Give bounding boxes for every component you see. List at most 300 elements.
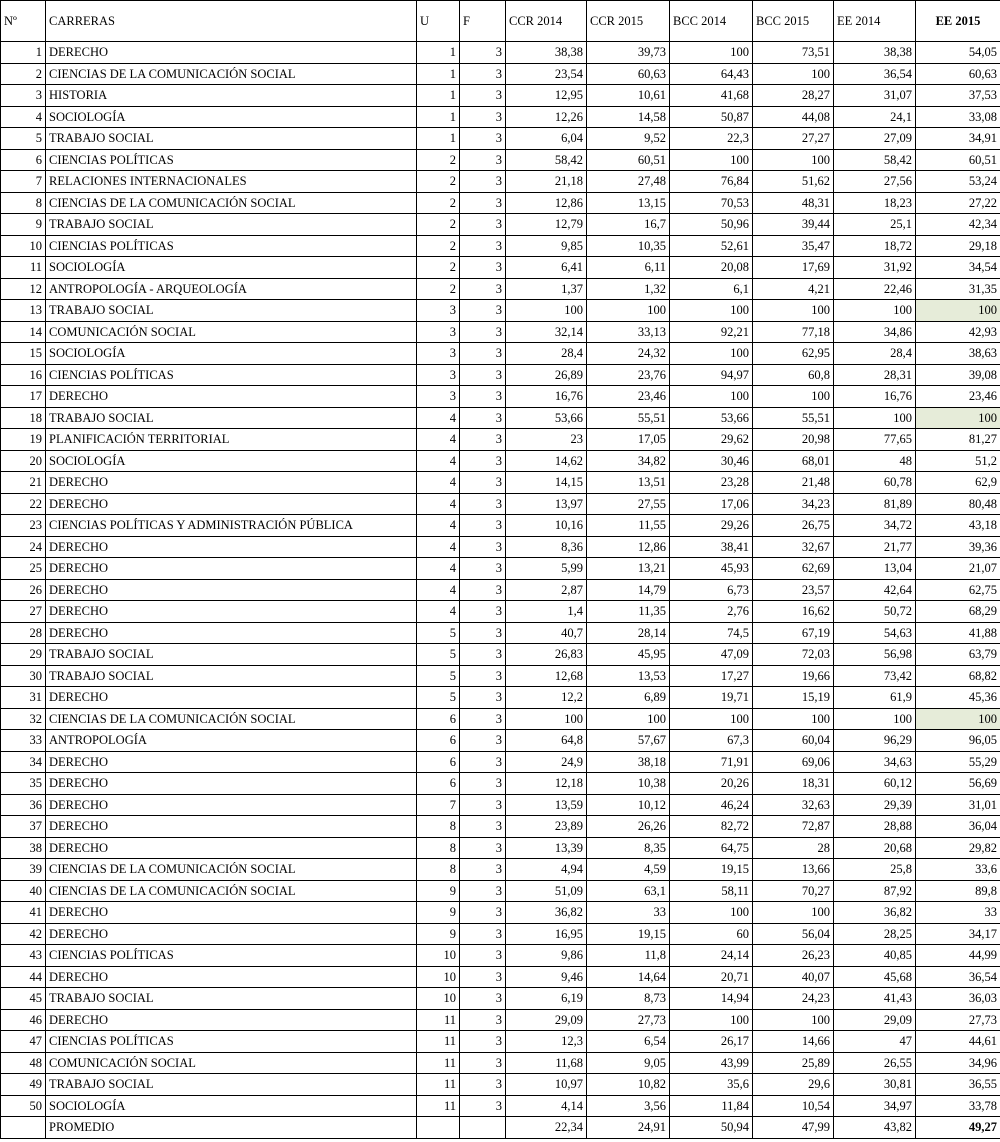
career-name: DERECHO bbox=[46, 837, 417, 859]
row-number: 13 bbox=[1, 300, 46, 322]
ccr-2014-value: 16,95 bbox=[506, 923, 587, 945]
bcc-2015-value: 26,75 bbox=[753, 515, 834, 537]
average-label: PROMEDIO bbox=[46, 1117, 417, 1139]
u-value: 2 bbox=[417, 214, 460, 236]
table-row bbox=[1, 171, 1000, 193]
bcc-2014-value: 92,21 bbox=[670, 321, 753, 343]
row-number: 19 bbox=[1, 429, 46, 451]
ee-2014-value: 50,72 bbox=[834, 601, 916, 623]
bcc-2015-value: 77,18 bbox=[753, 321, 834, 343]
u-value: 4 bbox=[417, 493, 460, 515]
ccr-2015-value: 11,55 bbox=[587, 515, 670, 537]
row-number: 30 bbox=[1, 665, 46, 687]
bcc-2015-value: 28,27 bbox=[753, 85, 834, 107]
f-value: 3 bbox=[460, 837, 506, 859]
ccr-2015-value: 11,8 bbox=[587, 945, 670, 967]
row-number: 17 bbox=[1, 386, 46, 408]
table-row bbox=[1, 579, 1000, 601]
ee-2015-value: 34,91 bbox=[916, 128, 1000, 150]
f-value: 3 bbox=[460, 644, 506, 666]
ee-2014-value: 25,8 bbox=[834, 859, 916, 881]
row-number: 24 bbox=[1, 536, 46, 558]
ccr-2015-value: 14,64 bbox=[587, 966, 670, 988]
career-name: CIENCIAS DE LA COMUNICACIÓN SOCIAL bbox=[46, 63, 417, 85]
table-row bbox=[1, 429, 1000, 451]
u-value: 4 bbox=[417, 515, 460, 537]
bcc-2014-value: 43,99 bbox=[670, 1052, 753, 1074]
career-name: CIENCIAS DE LA COMUNICACIÓN SOCIAL bbox=[46, 708, 417, 730]
average-ee-2015: 49,27 bbox=[916, 1117, 1000, 1139]
u-value: 1 bbox=[417, 106, 460, 128]
bcc-2015-value: 26,23 bbox=[753, 945, 834, 967]
row-number: 34 bbox=[1, 751, 46, 773]
ee-2014-value: 38,38 bbox=[834, 42, 916, 64]
row-number: 4 bbox=[1, 106, 46, 128]
table-row bbox=[1, 321, 1000, 343]
table-row bbox=[1, 386, 1000, 408]
bcc-2014-value: 14,94 bbox=[670, 988, 753, 1010]
career-name: DERECHO bbox=[46, 622, 417, 644]
u-value: 3 bbox=[417, 386, 460, 408]
table-row bbox=[1, 708, 1000, 730]
bcc-2014-value: 52,61 bbox=[670, 235, 753, 257]
career-name: DERECHO bbox=[46, 42, 417, 64]
career-name: CIENCIAS DE LA COMUNICACIÓN SOCIAL bbox=[46, 192, 417, 214]
career-name: DERECHO bbox=[46, 579, 417, 601]
u-value: 4 bbox=[417, 429, 460, 451]
bcc-2015-value: 21,48 bbox=[753, 472, 834, 494]
u-value: 3 bbox=[417, 321, 460, 343]
row-number: 15 bbox=[1, 343, 46, 365]
ee-2015-value: 100 bbox=[916, 708, 1000, 730]
ccr-2015-value: 14,58 bbox=[587, 106, 670, 128]
bcc-2015-value: 16,62 bbox=[753, 601, 834, 623]
bcc-2015-value: 60,8 bbox=[753, 364, 834, 386]
f-value: 3 bbox=[460, 278, 506, 300]
ee-2014-value: 28,88 bbox=[834, 816, 916, 838]
ccr-2015-value: 100 bbox=[587, 300, 670, 322]
u-value: 2 bbox=[417, 192, 460, 214]
ee-2014-value: 20,68 bbox=[834, 837, 916, 859]
ee-2014-value: 36,82 bbox=[834, 902, 916, 924]
ccr-2015-value: 23,46 bbox=[587, 386, 670, 408]
ee-2015-value: 33,08 bbox=[916, 106, 1000, 128]
f-value: 3 bbox=[460, 708, 506, 730]
f-value: 3 bbox=[460, 192, 506, 214]
career-name: COMUNICACIÓN SOCIAL bbox=[46, 1052, 417, 1074]
ee-2015-value: 54,05 bbox=[916, 42, 1000, 64]
row-number: 45 bbox=[1, 988, 46, 1010]
ee-2014-value: 54,63 bbox=[834, 622, 916, 644]
row-number: 9 bbox=[1, 214, 46, 236]
f-value: 3 bbox=[460, 149, 506, 171]
ee-2014-value: 45,68 bbox=[834, 966, 916, 988]
row-number: 41 bbox=[1, 902, 46, 924]
row-number: 26 bbox=[1, 579, 46, 601]
ccr-2015-value: 10,82 bbox=[587, 1074, 670, 1096]
ccr-2014-value: 51,09 bbox=[506, 880, 587, 902]
ee-2014-value: 96,29 bbox=[834, 730, 916, 752]
table-row bbox=[1, 622, 1000, 644]
bcc-2014-value: 100 bbox=[670, 902, 753, 924]
ccr-2015-value: 4,59 bbox=[587, 859, 670, 881]
f-value: 3 bbox=[460, 300, 506, 322]
ccr-2014-value: 4,14 bbox=[506, 1095, 587, 1117]
bcc-2015-value: 100 bbox=[753, 1009, 834, 1031]
f-value: 3 bbox=[460, 450, 506, 472]
ee-2015-value: 80,48 bbox=[916, 493, 1000, 515]
career-name: CIENCIAS DE LA COMUNICACIÓN SOCIAL bbox=[46, 859, 417, 881]
table-row bbox=[1, 988, 1000, 1010]
ccr-2014-value: 5,99 bbox=[506, 558, 587, 580]
career-name: DERECHO bbox=[46, 493, 417, 515]
bcc-2015-value: 17,69 bbox=[753, 257, 834, 279]
ee-2015-value: 68,29 bbox=[916, 601, 1000, 623]
ee-2014-value: 48 bbox=[834, 450, 916, 472]
ccr-2015-value: 45,95 bbox=[587, 644, 670, 666]
ccr-2014-value: 12,86 bbox=[506, 192, 587, 214]
f-value: 3 bbox=[460, 687, 506, 709]
bcc-2014-value: 11,84 bbox=[670, 1095, 753, 1117]
career-name: DERECHO bbox=[46, 751, 417, 773]
ccr-2014-value: 8,36 bbox=[506, 536, 587, 558]
table-row bbox=[1, 214, 1000, 236]
bcc-2014-value: 22,3 bbox=[670, 128, 753, 150]
u-value: 4 bbox=[417, 601, 460, 623]
u-value: 5 bbox=[417, 665, 460, 687]
ccr-2014-value: 64,8 bbox=[506, 730, 587, 752]
ee-2014-value: 81,89 bbox=[834, 493, 916, 515]
ccr-2014-value: 23,54 bbox=[506, 63, 587, 85]
f-value: 3 bbox=[460, 816, 506, 838]
table-row bbox=[1, 300, 1000, 322]
bcc-2014-value: 64,75 bbox=[670, 837, 753, 859]
f-value: 3 bbox=[460, 386, 506, 408]
ccr-2014-value: 16,76 bbox=[506, 386, 587, 408]
ee-2015-value: 43,18 bbox=[916, 515, 1000, 537]
table-row bbox=[1, 601, 1000, 623]
row-number: 48 bbox=[1, 1052, 46, 1074]
bcc-2015-value: 72,03 bbox=[753, 644, 834, 666]
ccr-2015-value: 8,73 bbox=[587, 988, 670, 1010]
ccr-2015-value: 60,51 bbox=[587, 149, 670, 171]
ee-2014-value: 26,55 bbox=[834, 1052, 916, 1074]
u-value: 8 bbox=[417, 816, 460, 838]
ee-2015-value: 31,01 bbox=[916, 794, 1000, 816]
bcc-2014-value: 70,53 bbox=[670, 192, 753, 214]
ee-2015-value: 39,08 bbox=[916, 364, 1000, 386]
ee-2015-value: 36,03 bbox=[916, 988, 1000, 1010]
ccr-2015-value: 28,14 bbox=[587, 622, 670, 644]
table-row bbox=[1, 63, 1000, 85]
row-number: 21 bbox=[1, 472, 46, 494]
table-row bbox=[1, 837, 1000, 859]
bcc-2014-value: 100 bbox=[670, 42, 753, 64]
header-ccr-2015: CCR 2015 bbox=[587, 1, 670, 42]
ccr-2014-value: 38,38 bbox=[506, 42, 587, 64]
header-row bbox=[1, 1, 1000, 42]
table-row bbox=[1, 149, 1000, 171]
bcc-2015-value: 55,51 bbox=[753, 407, 834, 429]
u-value: 2 bbox=[417, 149, 460, 171]
ccr-2014-value: 12,95 bbox=[506, 85, 587, 107]
table-row bbox=[1, 687, 1000, 709]
ee-2014-value: 28,31 bbox=[834, 364, 916, 386]
table-row bbox=[1, 730, 1000, 752]
ee-2015-value: 36,04 bbox=[916, 816, 1000, 838]
f-value: 3 bbox=[460, 945, 506, 967]
u-value: 2 bbox=[417, 171, 460, 193]
bcc-2014-value: 76,84 bbox=[670, 171, 753, 193]
career-name: TRABAJO SOCIAL bbox=[46, 128, 417, 150]
career-name: COMUNICACIÓN SOCIAL bbox=[46, 321, 417, 343]
ccr-2014-value: 10,97 bbox=[506, 1074, 587, 1096]
bcc-2015-value: 14,66 bbox=[753, 1031, 834, 1053]
f-value: 3 bbox=[460, 235, 506, 257]
table-row bbox=[1, 665, 1000, 687]
ee-2014-value: 31,92 bbox=[834, 257, 916, 279]
table-row bbox=[1, 450, 1000, 472]
bcc-2014-value: 100 bbox=[670, 149, 753, 171]
ee-2014-value: 73,42 bbox=[834, 665, 916, 687]
bcc-2015-value: 29,6 bbox=[753, 1074, 834, 1096]
u-value: 4 bbox=[417, 579, 460, 601]
ee-2015-value: 36,55 bbox=[916, 1074, 1000, 1096]
ccr-2015-value: 57,67 bbox=[587, 730, 670, 752]
f-value: 3 bbox=[460, 622, 506, 644]
u-value: 1 bbox=[417, 128, 460, 150]
ccr-2015-value: 3,56 bbox=[587, 1095, 670, 1117]
ee-2014-value: 28,25 bbox=[834, 923, 916, 945]
ccr-2015-value: 10,61 bbox=[587, 85, 670, 107]
row-number: 36 bbox=[1, 794, 46, 816]
ee-2014-value: 34,97 bbox=[834, 1095, 916, 1117]
ee-2014-value: 34,63 bbox=[834, 751, 916, 773]
career-name: TRABAJO SOCIAL bbox=[46, 1074, 417, 1096]
row-number: 12 bbox=[1, 278, 46, 300]
career-name: SOCIOLOGÍA bbox=[46, 106, 417, 128]
f-value: 3 bbox=[460, 730, 506, 752]
ccr-2014-value: 100 bbox=[506, 708, 587, 730]
bcc-2014-value: 6,73 bbox=[670, 579, 753, 601]
ccr-2014-value: 23,89 bbox=[506, 816, 587, 838]
table-row bbox=[1, 816, 1000, 838]
table-row bbox=[1, 42, 1000, 64]
bcc-2014-value: 20,71 bbox=[670, 966, 753, 988]
u-value: 11 bbox=[417, 1031, 460, 1053]
ee-2015-value: 44,99 bbox=[916, 945, 1000, 967]
f-value: 3 bbox=[460, 364, 506, 386]
table-row bbox=[1, 945, 1000, 967]
header-u: U bbox=[417, 1, 460, 42]
table-row bbox=[1, 966, 1000, 988]
ee-2014-value: 60,12 bbox=[834, 773, 916, 795]
ee-2015-value: 33 bbox=[916, 902, 1000, 924]
ccr-2015-value: 6,89 bbox=[587, 687, 670, 709]
ee-2014-value: 34,72 bbox=[834, 515, 916, 537]
ccr-2014-value: 6,41 bbox=[506, 257, 587, 279]
bcc-2014-value: 38,41 bbox=[670, 536, 753, 558]
career-name: CIENCIAS POLÍTICAS bbox=[46, 149, 417, 171]
ccr-2014-value: 13,97 bbox=[506, 493, 587, 515]
bcc-2015-value: 100 bbox=[753, 63, 834, 85]
ccr-2014-value: 24,9 bbox=[506, 751, 587, 773]
row-number: 33 bbox=[1, 730, 46, 752]
f-value: 3 bbox=[460, 515, 506, 537]
f-value: 3 bbox=[460, 106, 506, 128]
u-value: 4 bbox=[417, 558, 460, 580]
ee-2015-value: 56,69 bbox=[916, 773, 1000, 795]
table-row bbox=[1, 1074, 1000, 1096]
bcc-2014-value: 58,11 bbox=[670, 880, 753, 902]
f-value: 3 bbox=[460, 966, 506, 988]
ccr-2014-value: 12,68 bbox=[506, 665, 587, 687]
ccr-2014-value: 12,79 bbox=[506, 214, 587, 236]
f-value: 3 bbox=[460, 63, 506, 85]
u-value: 6 bbox=[417, 751, 460, 773]
f-value: 3 bbox=[460, 42, 506, 64]
ee-2014-value: 36,54 bbox=[834, 63, 916, 85]
ee-2014-value: 42,64 bbox=[834, 579, 916, 601]
ccr-2014-value: 6,04 bbox=[506, 128, 587, 150]
career-name: TRABAJO SOCIAL bbox=[46, 214, 417, 236]
bcc-2014-value: 35,6 bbox=[670, 1074, 753, 1096]
f-value: 3 bbox=[460, 558, 506, 580]
ccr-2015-value: 27,48 bbox=[587, 171, 670, 193]
bcc-2015-value: 28 bbox=[753, 837, 834, 859]
f-value: 3 bbox=[460, 988, 506, 1010]
ccr-2015-value: 14,79 bbox=[587, 579, 670, 601]
u-value: 4 bbox=[417, 536, 460, 558]
ee-2014-value: 56,98 bbox=[834, 644, 916, 666]
ee-2015-value: 37,53 bbox=[916, 85, 1000, 107]
ccr-2015-value: 10,38 bbox=[587, 773, 670, 795]
f-value: 3 bbox=[460, 923, 506, 945]
ee-2014-value: 24,1 bbox=[834, 106, 916, 128]
u-value: 6 bbox=[417, 730, 460, 752]
ee-2014-value: 31,07 bbox=[834, 85, 916, 107]
ee-2015-value: 68,82 bbox=[916, 665, 1000, 687]
ccr-2015-value: 26,26 bbox=[587, 816, 670, 838]
ee-2014-value: 100 bbox=[834, 300, 916, 322]
ee-2015-value: 33,6 bbox=[916, 859, 1000, 881]
ccr-2014-value: 28,4 bbox=[506, 343, 587, 365]
ccr-2015-value: 13,51 bbox=[587, 472, 670, 494]
table-row bbox=[1, 751, 1000, 773]
table-row bbox=[1, 1052, 1000, 1074]
ee-2015-value: 23,46 bbox=[916, 386, 1000, 408]
bcc-2014-value: 100 bbox=[670, 343, 753, 365]
u-value: 10 bbox=[417, 988, 460, 1010]
table-row bbox=[1, 515, 1000, 537]
row-number: 43 bbox=[1, 945, 46, 967]
ccr-2015-value: 9,05 bbox=[587, 1052, 670, 1074]
ccr-2015-value: 33 bbox=[587, 902, 670, 924]
ccr-2014-value: 1,4 bbox=[506, 601, 587, 623]
ee-2015-value: 27,73 bbox=[916, 1009, 1000, 1031]
ccr-2014-value: 9,86 bbox=[506, 945, 587, 967]
row-number: 20 bbox=[1, 450, 46, 472]
ccr-2015-value: 19,15 bbox=[587, 923, 670, 945]
ccr-2015-value: 9,52 bbox=[587, 128, 670, 150]
ccr-2015-value: 100 bbox=[587, 708, 670, 730]
bcc-2015-value: 18,31 bbox=[753, 773, 834, 795]
bcc-2014-value: 74,5 bbox=[670, 622, 753, 644]
average-bcc-2014: 50,94 bbox=[670, 1117, 753, 1139]
ccr-2015-value: 60,63 bbox=[587, 63, 670, 85]
bcc-2015-value: 100 bbox=[753, 708, 834, 730]
ee-2015-value: 38,63 bbox=[916, 343, 1000, 365]
ccr-2015-value: 12,86 bbox=[587, 536, 670, 558]
average-ccr-2015: 24,91 bbox=[587, 1117, 670, 1139]
ee-2014-value: 27,56 bbox=[834, 171, 916, 193]
u-value: 5 bbox=[417, 622, 460, 644]
career-name: HISTORIA bbox=[46, 85, 417, 107]
bcc-2014-value: 23,28 bbox=[670, 472, 753, 494]
ccr-2015-value: 16,7 bbox=[587, 214, 670, 236]
bcc-2014-value: 67,3 bbox=[670, 730, 753, 752]
ee-2014-value: 25,1 bbox=[834, 214, 916, 236]
ccr-2015-value: 34,82 bbox=[587, 450, 670, 472]
ee-2014-value: 27,09 bbox=[834, 128, 916, 150]
header-bcc-2014: BCC 2014 bbox=[670, 1, 753, 42]
ee-2014-value: 60,78 bbox=[834, 472, 916, 494]
u-value: 9 bbox=[417, 880, 460, 902]
bcc-2014-value: 19,71 bbox=[670, 687, 753, 709]
career-name: DERECHO bbox=[46, 558, 417, 580]
row-number: 46 bbox=[1, 1009, 46, 1031]
u-value: 1 bbox=[417, 85, 460, 107]
career-name: CIENCIAS DE LA COMUNICACIÓN SOCIAL bbox=[46, 880, 417, 902]
career-name: DERECHO bbox=[46, 902, 417, 924]
bcc-2015-value: 69,06 bbox=[753, 751, 834, 773]
header-ee-2015: EE 2015 bbox=[916, 1, 1000, 42]
ee-2014-value: 29,39 bbox=[834, 794, 916, 816]
career-name: CIENCIAS POLÍTICAS bbox=[46, 364, 417, 386]
ccr-2014-value: 14,62 bbox=[506, 450, 587, 472]
row-number: 2 bbox=[1, 63, 46, 85]
table-row bbox=[1, 343, 1000, 365]
bcc-2015-value: 72,87 bbox=[753, 816, 834, 838]
average-row bbox=[1, 1117, 1000, 1139]
career-name: DERECHO bbox=[46, 794, 417, 816]
ccr-2015-value: 39,73 bbox=[587, 42, 670, 64]
career-name: DERECHO bbox=[46, 966, 417, 988]
ccr-2014-value: 13,39 bbox=[506, 837, 587, 859]
bcc-2014-value: 94,97 bbox=[670, 364, 753, 386]
f-value: 3 bbox=[460, 665, 506, 687]
career-name: DERECHO bbox=[46, 816, 417, 838]
ee-2015-value: 42,34 bbox=[916, 214, 1000, 236]
table-row bbox=[1, 773, 1000, 795]
career-name: TRABAJO SOCIAL bbox=[46, 665, 417, 687]
career-name: TRABAJO SOCIAL bbox=[46, 644, 417, 666]
ee-2015-value: 34,96 bbox=[916, 1052, 1000, 1074]
bcc-2015-value: 100 bbox=[753, 902, 834, 924]
bcc-2015-value: 4,21 bbox=[753, 278, 834, 300]
header-number: Nº bbox=[1, 1, 46, 42]
ccr-2014-value: 12,18 bbox=[506, 773, 587, 795]
ccr-2014-value: 10,16 bbox=[506, 515, 587, 537]
row-number: 40 bbox=[1, 880, 46, 902]
table-body bbox=[1, 42, 1000, 1117]
bcc-2015-value: 67,19 bbox=[753, 622, 834, 644]
career-name: PLANIFICACIÓN TERRITORIAL bbox=[46, 429, 417, 451]
f-value: 3 bbox=[460, 493, 506, 515]
table-row bbox=[1, 859, 1000, 881]
ee-2014-value: 13,04 bbox=[834, 558, 916, 580]
table-row bbox=[1, 128, 1000, 150]
